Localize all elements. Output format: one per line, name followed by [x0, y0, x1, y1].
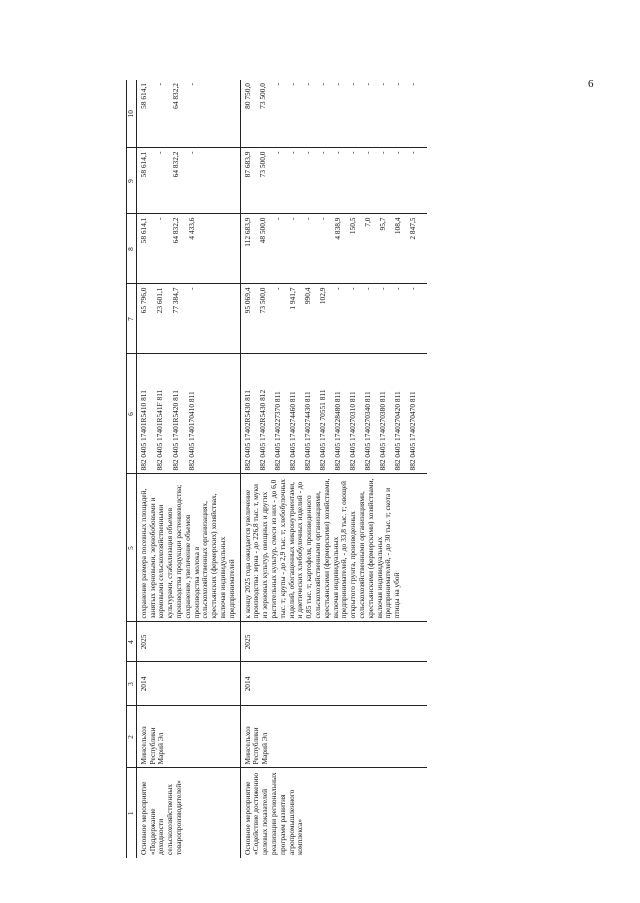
budget-c10-cell: [240, 80, 427, 148]
amount-value: -: [287, 83, 297, 86]
amount-value: -: [377, 151, 387, 154]
header-col-4: 4: [127, 622, 137, 662]
budget-code: 882 0405 1740270310 811: [347, 391, 357, 471]
budget-code: 882 0405 17402 70551 811: [317, 389, 327, 471]
header-col-2: 2: [127, 706, 137, 768]
amount-value: -: [392, 287, 402, 290]
amount-value: -: [154, 83, 164, 86]
amount-value: -: [407, 151, 417, 154]
expected-result-cell: к концу 2025 года ожидается увеличение производства: зерна - до 226,8 тыс. т, муки из зерновых культур, овощных и других растительных культур, смеси из них - до 6,0 тыс. т; крупы - до 2,9 тыс. т; хлебобулочных изделий, обогащенных микронутриентами, и диетических хлебобулочных изделий - до 0,85 тыс. т; картофеля, произведенного сельскохозяйственными организациями, крестьянскими (фермерскими) хозяйствами, включая индивидуальных предпринимателей, - до 33,8 тыс. т; овощей открытого грунта, произведенных сельскохозяйственными организациями, крестьянскими (фермерскими) хозяйствами, включая индивидуальных предпринимателей, - до 30 тыс. т; скота и птицы на убой: [240, 474, 427, 622]
amount-value: -: [362, 83, 372, 86]
amount-value: -: [154, 217, 164, 220]
header-row: [127, 80, 137, 858]
amount-value: 73 500,0: [257, 83, 267, 109]
amount-value: -: [407, 83, 417, 86]
amount-value: -: [287, 151, 297, 154]
amount-value: -: [272, 287, 282, 290]
amount-value: 58 614,1: [138, 151, 148, 178]
budget-c6-cell: [136, 354, 240, 474]
amount-value: 87 683,9: [242, 151, 252, 178]
amount-value: -: [302, 151, 312, 154]
amount-value: 65 796,0: [138, 287, 148, 314]
amount-value: 64 832,2: [170, 151, 180, 178]
amount-value: -: [154, 151, 164, 154]
amount-value: 58 614,1: [138, 217, 148, 244]
budget-c10-cell: [136, 80, 240, 148]
budget-table: [126, 80, 427, 858]
amount-value: 150,5: [347, 217, 357, 235]
amount-value: -: [272, 151, 282, 154]
budget-code: 882 0405 1740274430 811: [302, 391, 312, 471]
amount-value: 7,0: [362, 217, 372, 227]
amount-value: -: [347, 151, 357, 154]
amount-value: 64 832,2: [170, 83, 180, 109]
amount-value: -: [377, 83, 387, 86]
header-col-8: 8: [127, 214, 137, 284]
expected-result-cell: сохранение размера посевных площадей, занятых зерновыми, зернобобовыми и кормовыми сельскохозяйственными культурами, стабилизация объемов производства продукции растениеводства; сохранение, увеличение объемов производства молока в сельскохозяйственных организациях, крестьянских (фермерских) хозяйствах, включая индивидуальных предпринимателей: [136, 474, 240, 622]
rotated-table-container: [126, 80, 640, 858]
amount-value: -: [186, 83, 196, 86]
amount-value: 102,9: [317, 287, 327, 305]
amount-value: -: [272, 83, 282, 86]
header-col-5: 5: [127, 474, 137, 622]
amount-value: 64 832,2: [170, 217, 180, 244]
amount-value: 95 069,4: [242, 287, 252, 314]
budget-c8-cell: [136, 214, 240, 284]
amount-value: -: [186, 287, 196, 290]
budget-code: 882 0405 1740270340 811: [362, 391, 372, 471]
amount-value: -: [407, 287, 417, 290]
table-row: [240, 80, 427, 858]
amount-value: 4 838,9: [332, 217, 342, 240]
amount-value: 108,4: [392, 217, 402, 235]
budget-code: 882 0405 1740228480 811: [332, 391, 342, 471]
budget-code: 882 0405 1740270380 811: [377, 391, 387, 471]
budget-code: 882 0405 17401R5410 811: [138, 390, 148, 471]
amount-value: -: [317, 83, 327, 86]
header-col-3: 3: [127, 662, 137, 706]
amount-value: -: [362, 287, 372, 290]
end-year-cell: 2025: [136, 622, 240, 662]
budget-code: 882 0405 1740227370 811: [272, 391, 282, 471]
amount-value: 2 847,5: [407, 217, 417, 240]
amount-value: 48 500,0: [257, 217, 267, 244]
table-body: [136, 80, 426, 858]
budget-c9-cell: [240, 148, 427, 214]
amount-value: 73 500,0: [257, 287, 267, 314]
amount-value: -: [272, 217, 282, 220]
header-col-1: 1: [127, 768, 137, 858]
amount-value: 80 750,0: [242, 83, 252, 109]
amount-value: -: [392, 83, 402, 86]
amount-value: -: [287, 217, 297, 220]
amount-value: -: [332, 151, 342, 154]
budget-c8-cell: [240, 214, 427, 284]
budget-code: 882 0405 17401R541F 811: [154, 389, 164, 471]
page-number: 6: [588, 78, 594, 90]
table-row: [136, 80, 240, 858]
start-year-cell: 2014: [240, 662, 427, 706]
amount-value: 112 683,9: [242, 217, 252, 247]
header-col-6: 6: [127, 354, 137, 474]
event-name-cell: Основное мероприятие «Содействие достижению целевых показателей реализации региональных программ развития агропромышленного комплекса»: [240, 768, 427, 858]
budget-c7-cell: [240, 284, 427, 354]
amount-value: -: [377, 287, 387, 290]
budget-code: 882 0405 1740274460 811: [287, 391, 297, 471]
amount-value: -: [362, 151, 372, 154]
header-col-10: 10: [127, 80, 137, 148]
budget-c6-cell: [240, 354, 427, 474]
amount-value: -: [347, 287, 357, 290]
budget-code: 882 0405 17402R5430 812: [257, 389, 267, 471]
executor-cell: Минсельхоз Республики Марий Эл: [240, 706, 427, 768]
budget-code: 882 0405 1740170410 811: [186, 391, 196, 471]
amount-value: -: [317, 217, 327, 220]
executor-cell: Минсельхоз Республики Марий Эл: [136, 706, 240, 768]
amount-value: -: [332, 83, 342, 86]
event-name-cell: Основное мероприятие «Поддержание доходности сельскохозяйственных товаропроизводителей»: [138, 780, 183, 855]
amount-value: -: [302, 83, 312, 86]
amount-value: -: [317, 151, 327, 154]
start-year-cell: 2014: [136, 662, 240, 706]
budget-c9-cell: [136, 148, 240, 214]
amount-value: 73 500,0: [257, 151, 267, 178]
amount-value: -: [332, 287, 342, 290]
amount-value: 990,4: [302, 287, 312, 305]
amount-value: 95,7: [377, 217, 387, 231]
amount-value: 23 601,1: [154, 287, 164, 314]
header-col-9: 9: [127, 148, 137, 214]
amount-value: 4 433,6: [186, 217, 196, 240]
amount-value: -: [392, 151, 402, 154]
budget-code: 882 0405 1740270470 811: [407, 391, 417, 471]
amount-value: 77 384,7: [170, 287, 180, 314]
header-col-7: 7: [127, 284, 137, 354]
budget-code: 882 0405 17401R5420 811: [170, 390, 180, 471]
budget-code: 882 0405 1740270420 811: [392, 391, 402, 471]
amount-value: -: [302, 217, 312, 220]
end-year-cell: 2025: [240, 622, 427, 662]
amount-value: -: [186, 151, 196, 154]
amount-value: 58 614,1: [138, 83, 148, 109]
budget-code: 882 0405 17402R5430 811: [242, 390, 252, 471]
amount-value: 1 941,7: [287, 287, 297, 310]
budget-c7-cell: [136, 284, 240, 354]
amount-value: -: [347, 83, 357, 86]
